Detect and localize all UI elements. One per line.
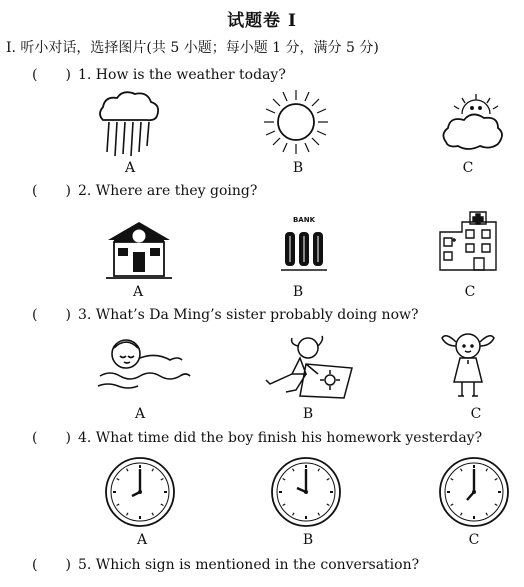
answer-blank[interactable]: ( ) [32,183,71,199]
section-heading: I. 听小对话，选择图片(共 5 小题；每小题 1 分，满分 5 分) [6,40,379,56]
clock-tick [495,504,498,506]
clock-tick [127,469,129,472]
clock-tick [152,469,154,472]
clock-tick [161,504,164,506]
clock-icon[interactable] [104,456,176,528]
question-1 [32,64,286,84]
answer-blank[interactable]: ( ) [32,307,71,323]
clock-icon[interactable] [438,456,510,528]
clock-tick [152,513,154,516]
option-a[interactable]: A [124,160,136,176]
clock-tick [283,504,286,506]
hospital-icon[interactable] [432,208,504,276]
question-2 [32,180,257,200]
clock-tick [293,469,295,472]
clock-tick [451,479,454,481]
building-icon[interactable] [104,218,174,282]
clock-tick [127,513,129,516]
question-4 [32,427,482,447]
option-a[interactable]: A [132,284,144,300]
clock-tick [451,504,454,506]
clock-tick [486,513,488,516]
option-a[interactable]: A [134,406,146,422]
option-b[interactable]: B [292,160,304,176]
question-text: 3. What’s Da Ming’s sister probably doing now? [78,307,419,323]
swimming-girl-icon[interactable] [96,332,192,394]
clock-icon[interactable] [270,456,342,528]
question-5 [32,554,419,574]
bank-icon[interactable] [279,214,329,274]
option-c[interactable]: C [468,532,480,548]
option-b[interactable]: B [302,406,314,422]
option-c[interactable]: C [464,284,476,300]
standing-girl-icon[interactable] [440,330,496,400]
clock-tick [495,479,498,481]
answer-blank[interactable]: ( ) [32,557,71,573]
question-text: 4. What time did the boy finish his homework yesterday? [78,430,483,446]
bank-label: BANK [292,216,316,224]
page-title: 试题卷 I [227,11,297,31]
question-3 [32,304,419,324]
option-c[interactable]: C [470,406,482,422]
clock-tick [461,469,463,472]
answer-blank[interactable]: ( ) [32,67,71,83]
clock-tick [117,504,120,506]
clock-tick [318,469,320,472]
clock-tick [318,513,320,516]
question-text: 1. How is the weather today? [78,67,286,83]
sun-icon[interactable] [262,88,330,156]
answer-blank[interactable]: ( ) [32,430,71,446]
option-b[interactable]: B [302,532,314,548]
clock-tick [283,479,286,481]
drawing-girl-icon[interactable] [262,334,356,400]
question-text: 5. Which sign is mentioned in the conversation? [78,557,420,573]
option-c[interactable]: C [462,160,474,176]
clock-tick [161,479,164,481]
clock-tick [327,479,330,481]
clock-tick [461,513,463,516]
question-text: 2. Where are they going? [78,183,258,199]
option-b[interactable]: B [292,284,304,300]
clock-tick [486,469,488,472]
clock-tick [327,504,330,506]
rain-cloud-icon[interactable] [95,88,165,160]
clock-tick [117,479,120,481]
clock-tick [293,513,295,516]
sun-behind-cloud-icon[interactable] [440,92,506,154]
option-a[interactable]: A [136,532,148,548]
